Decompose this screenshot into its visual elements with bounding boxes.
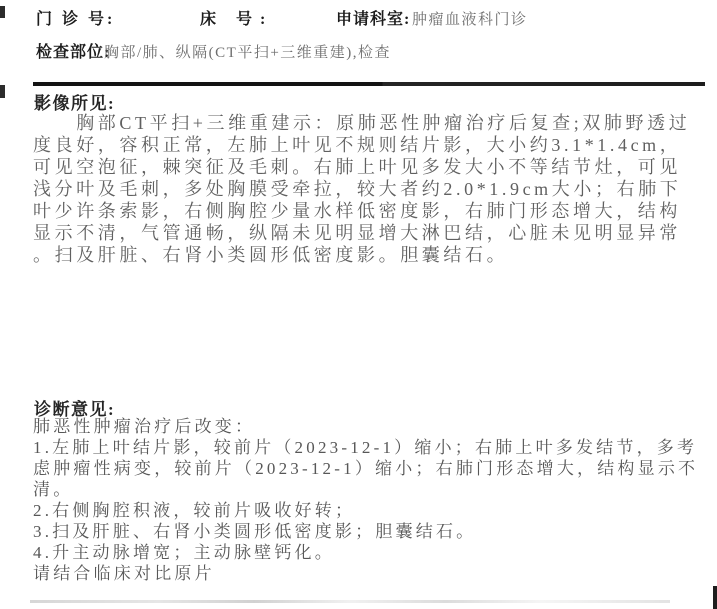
text-line: 浅分叶及毛刺，多处胸膜受牵拉，较大者约2.0*1.9cm大小；右肺下 <box>33 179 682 199</box>
text-line: 3.扫及肝脏、右肾小类圆形低密度影；胆囊结石。 <box>33 522 477 541</box>
section-divider <box>33 82 705 86</box>
text-line: 2.右侧胸腔积液，较前片吸收好转； <box>33 501 356 520</box>
scan-bottom-edge <box>30 600 670 603</box>
exam-site-label: 检查部位: <box>36 44 111 61</box>
text-line: 。扫及肝脏、右肾小类圆形低密度影。胆囊结石。 <box>33 245 509 265</box>
text-line: 胸部CT平扫+三维重建示：原肺恶性肿瘤治疗后复查;双肺野透过 <box>33 113 691 133</box>
text-line: 请结合临床对比原片 <box>33 564 215 583</box>
text-line: 可见空泡征，棘突征及毛刺。右肺上叶见多发大小不等结节灶，可见 <box>33 157 681 177</box>
text-line: 显示不清，气管通畅，纵隔未见明显增大淋巴结，心脏未见明显异常 <box>33 223 681 243</box>
text-line: 叶少许条索影，右侧胸腔少量水样低密度影，右肺门形态增大，结构 <box>33 201 681 221</box>
scan-artifact <box>0 6 5 18</box>
bed-number-label: 床 号: <box>200 11 274 28</box>
diagnosis-text <box>33 416 698 584</box>
scan-artifact <box>713 586 717 609</box>
findings-text <box>33 112 690 266</box>
exam-site-value: 胸部/肺、纵隔(CT平扫+三维重建),检查 <box>104 45 392 61</box>
text-line: 4.升主动脉增宽；主动脉壁钙化。 <box>33 543 335 562</box>
outpatient-number-label: 门 诊 号: <box>36 11 116 28</box>
findings-section-title: 影像所见: <box>34 94 116 113</box>
text-line: 肺恶性肿瘤治疗后改变： <box>33 417 256 436</box>
text-line: 清。 <box>33 480 74 499</box>
scan-artifact <box>0 85 5 98</box>
requesting-department-label: 申请科室: <box>336 11 411 28</box>
diagnosis-section-title: 诊断意见: <box>34 400 116 419</box>
text-line: 度良好，容积正常，左肺上叶见不规则结片影，大小约3.1*1.4cm， <box>33 135 682 155</box>
requesting-department-value: 肿瘤血液科门诊 <box>412 12 528 28</box>
text-line: 1.左肺上叶结片影，较前片（2023-12-1）缩小；右肺上叶多发结节，多考 <box>33 438 698 457</box>
text-line: 虑肿瘤性病变，较前片（2023-12-1）缩小；右肺门形态增大，结构显示不 <box>33 459 699 478</box>
